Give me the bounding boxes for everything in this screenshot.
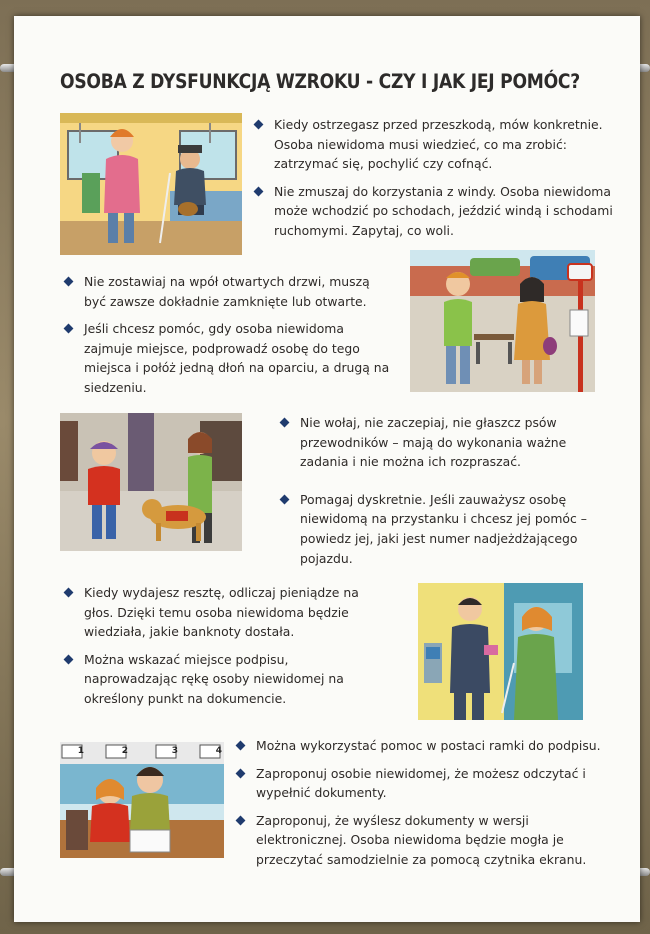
illustration-tram [60, 113, 242, 255]
bullet-icon [280, 494, 290, 504]
tip-item: Jeśli chcesz pomóc, gdy osoba niewidoma zajmuje miejsce, podprowadź osobę do tego miejsca i połóż jedną dłoń na oparciu, a drugą na siedzeniu. [62, 319, 392, 397]
section-1-text [252, 115, 624, 241]
poster-title: OSOBA Z DYSFUNKCJĄ WZROKU - CZY I JAK JEJ POMÓC? [60, 70, 580, 93]
queue-number: 4 [215, 746, 222, 756]
section-4-text [62, 583, 372, 709]
queue-number: 1 [77, 746, 84, 756]
bullet-icon [254, 186, 264, 196]
tip-item: Zaproponuj osobie niewidomej, że możesz odczytać i wypełnić dokumenty. [234, 764, 620, 803]
tip-item: Kiedy wydajesz resztę, odliczaj pieniądze na głos. Dzięki temu osoba niewidoma będzie wiedziała, jakie banknoty dostała. [62, 583, 372, 642]
bullet-icon [64, 277, 74, 287]
tip-item: Nie wołaj, nie zaczepiaj, nie głaszcz psów przewodników – mają do wykonania ważne zadania i nie można ich rozpraszać. [278, 413, 608, 472]
bullet-icon [236, 768, 246, 778]
tip-item: Zaproponuj, że wyślesz dokumenty w wersji elektronicznej. Osoba niewidoma będzie mogła je przeczytać samodzielnie za pomocą czytnika ekranu. [234, 811, 620, 870]
bullet-icon [280, 418, 290, 428]
tip-item: Można wykorzystać pomoc w postaci ramki do podpisu. [234, 736, 620, 756]
bullet-icon [64, 654, 74, 664]
tip-item: Nie zostawiaj na wpół otwartych drzwi, muszą być zawsze dokładnie zamknięte lub otwarte. [62, 272, 392, 311]
illustration-cash-desk [418, 583, 583, 720]
bullet-icon [236, 741, 246, 751]
bullet-icon [64, 324, 74, 334]
illustration-office-signing [60, 742, 224, 858]
queue-number: 2 [121, 746, 128, 756]
section-3-text [278, 413, 608, 568]
section-5-text [234, 736, 620, 870]
tip-item: Można wskazać miejsce podpisu, naprowadzając rękę osoby niewidomej na określony punkt na dokumencie. [62, 650, 372, 709]
bullet-icon [64, 588, 74, 598]
tip-item: Nie zmuszaj do korzystania z windy. Osoba niewidoma może wchodzić po schodach, jeździć windą i schodami ruchomymi. Zapytaj, co woli. [252, 182, 624, 241]
bullet-icon [254, 120, 264, 130]
illustration-guide-dog [60, 413, 242, 551]
section-2-text [62, 272, 392, 398]
queue-number: 3 [171, 746, 178, 756]
illustration-bus-stop [410, 250, 595, 392]
bullet-icon [236, 815, 246, 825]
tip-item: Kiedy ostrzegasz przed przeszkodą, mów konkretnie. Osoba niewidoma musi wiedzieć, co ma zrobić: zatrzymać się, pochylić czy cofnąć. [252, 115, 624, 174]
tip-item: Pomagaj dyskretnie. Jeśli zauważysz osobę niewidomą na przystanku i chcesz jej pomóc – powiedz jej, jaki jest numer nadjeżdżającego pojazdu. [278, 490, 608, 568]
